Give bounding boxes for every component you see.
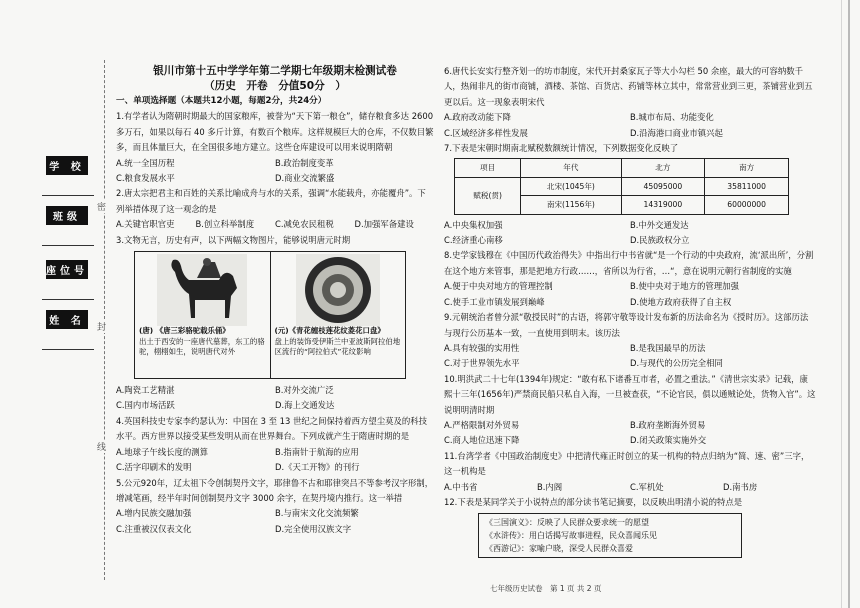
page-edge-line <box>841 0 842 608</box>
question-text: 11.台湾学者《中国政治制度史》中把清代雍正时创立的某一机构的特点归纳为“简、速、密”三字，这一机构是 <box>444 450 810 477</box>
table-header-cell: 北方 <box>621 159 705 177</box>
question-10 <box>444 372 816 449</box>
school-label: 学 校 <box>46 156 88 175</box>
binding-strip <box>42 150 94 490</box>
question-text: 12.下表是某同学关于小说特点的部分读书笔记摘要，以反映出明清小说的特点是 <box>444 496 743 507</box>
table-row <box>455 177 789 195</box>
table-cell: 60000000 <box>705 196 789 214</box>
question-11 <box>444 449 816 495</box>
option-d[interactable]: D.民族政权分立 <box>630 235 690 246</box>
question-text: 3.文物无言，历史有声，以下两幅文物图片，能够说明唐元时期 <box>116 234 351 245</box>
option-b[interactable]: B.政府垄断海外贸易 <box>630 419 706 430</box>
options <box>116 506 434 537</box>
option-d[interactable]: D.商业交流繁盛 <box>275 173 335 184</box>
question-6 <box>444 64 816 141</box>
page-footer: 七年级历史试卷 第 1 页 共 2 页 <box>490 584 602 593</box>
option-c[interactable]: C.区域经济多样性发展 <box>444 127 528 138</box>
option-d[interactable]: D.使地方政府获得了自主权 <box>630 296 732 307</box>
question-text: 2.唐太宗把君主和百姓的关系比喻成舟与水的关系，强调“水能载舟，亦能覆舟”。下列举措体现了这一观念的是 <box>116 188 426 214</box>
option-d[interactable]: D.完全使用汉族文字 <box>275 523 352 534</box>
question-text: 8.史学家钱穆在《中国历代政治得失》中指出行中书省就“是一个行动的中央政府，流‘派出所’，分割在这个地方来管事，那是把地方行政……，省所以为行省，…“，意在说明元朝行省制度的实施 <box>444 250 814 276</box>
reading-notes-box <box>478 513 742 558</box>
seal-label: 密 <box>97 200 106 213</box>
note-line: 《水浒传》：用白话揭写故事进程，民众喜闻乐见 <box>485 531 657 541</box>
exam-subtitle: （历史 开卷 分值50分 ） <box>204 80 346 92</box>
option-d[interactable]: D.海上交通发达 <box>275 400 335 411</box>
options <box>444 341 816 372</box>
seat-line[interactable] <box>42 279 94 300</box>
table-header-row <box>455 159 789 177</box>
name-line[interactable] <box>42 329 94 350</box>
option-a[interactable]: A.中书省 <box>444 481 478 492</box>
question-8 <box>444 248 816 310</box>
note-line: 《西游记》：家喻户晓，深受人民群众喜爱 <box>485 544 633 554</box>
table-header-cell: 年代 <box>521 159 621 177</box>
option-a[interactable]: A.具有较强的实用性 <box>444 342 520 353</box>
option-d[interactable]: D.加强军备建设 <box>354 219 414 230</box>
option-a[interactable]: A.陶瓷工艺精湛 <box>116 385 175 396</box>
option-c[interactable]: C.活字印刷术的发明 <box>116 462 192 473</box>
section-heading: 一、单项选择题（本题共12小题，每题2分，共24分） <box>116 96 327 106</box>
options <box>444 279 816 310</box>
option-b[interactable]: B.创立科举制度 <box>195 219 255 230</box>
table-cell: 35811000 <box>705 177 789 195</box>
tax-table <box>454 158 789 214</box>
option-c[interactable]: C.对于世界领先水平 <box>444 358 520 369</box>
option-a[interactable]: A.增内民族交融加强 <box>116 508 192 519</box>
option-c[interactable]: C.国内市场活跃 <box>116 400 175 411</box>
option-c[interactable]: C.注重被汉仅表文化 <box>116 523 192 534</box>
table-header-cell: 项目 <box>455 159 521 177</box>
camel-sculpture-image <box>157 254 247 326</box>
page-edge-line <box>848 0 850 608</box>
question-text: 6.唐代长安实行整齐划一的坊市制度，宋代开封桑家瓦子等大小勾栏 50 余座，最大的可容纳数千人，热闹非凡的街市商铺，酒楼、茶馆、百货店、药铺等林立其中，常常营业到三更，茶铺营业到五更以后。这一现象表明宋代 <box>444 66 813 107</box>
blue-white-plate-image <box>296 254 380 326</box>
name-label: 姓 名 <box>46 310 88 329</box>
yuan-plate-figure <box>271 252 406 378</box>
question-2 <box>116 186 434 232</box>
options <box>444 110 816 141</box>
option-a[interactable]: A.中央集权加强 <box>444 219 503 230</box>
option-d[interactable]: D.与现代的公历完全相同 <box>630 358 723 369</box>
question-text: 7.下表是宋朝时期南北赋税数额统计情况，下列数据变化反映了 <box>444 143 679 154</box>
options <box>116 217 434 232</box>
question-9 <box>444 310 816 372</box>
left-figure-caption: (唐) 《唐三彩骆驼载乐俑》 <box>139 326 230 336</box>
option-c[interactable]: C.经济重心南移 <box>444 235 503 246</box>
option-a[interactable]: A.地球子午线长度的测算 <box>116 446 208 457</box>
options <box>444 480 816 495</box>
options <box>116 445 434 476</box>
question-12 <box>444 495 816 558</box>
question-4 <box>116 414 434 476</box>
right-figure-description: 盘上的装饰受伊斯兰中亚波斯阿拉伯地区流行的“阿拉伯式”花纹影响 <box>274 336 401 357</box>
right-column <box>444 64 816 558</box>
table-row-label: 赋税(贯) <box>455 177 521 214</box>
school-line[interactable] <box>42 175 94 196</box>
seat-field <box>42 260 94 300</box>
question-text: 1.有学者认为隋朝时期最大的国家粮库，被誉为“天下第一粮仓”，储存粮食多达 2600 多万石，如果以每石 40 多斤计算，有数百个粮库。这样规模巨大的仓库，不仅数目繁多，而且体量巨大，在全国很多地方建立。这些仓库建设可以用来说明隋朝 <box>116 111 434 153</box>
question-5 <box>116 476 434 538</box>
left-column <box>116 64 434 537</box>
question-text: 4.英国科技史专家李约瑟认为：中国在 3 至 13 世纪之间保持着西方望尘莫及的科技水平。西方世界以接受某些发明从而在世界舞台。下列成就产生于隋唐时期的是 <box>116 415 427 442</box>
seal-label: 线 <box>97 440 106 453</box>
option-b[interactable]: B.中外交通发达 <box>630 219 689 230</box>
option-d[interactable]: D.沿海港口商业市镇兴起 <box>630 127 723 138</box>
option-a[interactable]: A.统一全国历程 <box>116 157 175 168</box>
option-b[interactable]: B.对外交流广泛 <box>275 385 334 396</box>
option-a[interactable]: A.严格限制对外贸易 <box>444 419 520 430</box>
options <box>116 383 434 414</box>
option-c[interactable]: C.军机处 <box>630 481 664 492</box>
option-a[interactable]: A.政府改动能下降 <box>444 112 511 123</box>
class-line[interactable] <box>42 225 94 246</box>
question-text: 10.明洪武二十七年(1394年)规定：“敢有私下诸番互市者，必置之重法。”《清世宗实录》记载，康熙十三年(1656年)严禁商民船只私自入海，一旦被查获，“不论官民，俱以通贼论处，货物入官”。这说明明清时期 <box>444 373 816 415</box>
option-b[interactable]: B.内阁 <box>537 481 563 492</box>
option-c[interactable]: C.使手工业市镇发展到巅峰 <box>444 296 545 307</box>
options <box>116 156 434 187</box>
option-b[interactable]: B.与南宋文化交流频繁 <box>275 508 359 519</box>
options <box>444 418 816 449</box>
class-label: 班级 <box>46 206 88 225</box>
question-text: 5.公元920年，辽太祖下令创制契丹文字，耶律鲁不古和耶律突吕不等参考汉字形制，增减笔画，经半年时间创制契丹文字 3000 余字，在契丹境内推行。这一举措 <box>116 477 434 503</box>
option-d[interactable]: D.闭关政策实施外交 <box>630 435 707 446</box>
option-a[interactable]: A.关键官职官吏 <box>116 219 175 230</box>
option-a[interactable]: A.便于中央对地方的管理控制 <box>444 281 553 292</box>
left-figure-description: 出土于西安的一座唐代墓葬，东工的骆驼，栩栩如生，说明唐代对外 <box>139 336 265 357</box>
school-field <box>42 156 94 196</box>
table-header-cell: 南方 <box>705 159 789 177</box>
option-b[interactable]: B.指南针于航海的应用 <box>275 446 359 457</box>
question-3 <box>116 233 434 414</box>
option-d[interactable]: D.《天工开物》的刊行 <box>275 462 360 473</box>
seat-label: 座位号 <box>46 260 88 279</box>
table-cell: 14319000 <box>621 196 705 214</box>
options <box>444 218 816 249</box>
option-b[interactable]: B.政治制度变革 <box>275 157 334 168</box>
tang-camel-figure <box>135 252 271 378</box>
option-d[interactable]: D.南书房 <box>723 481 758 492</box>
table-cell: 北宋(1045年) <box>521 177 621 195</box>
class-field <box>42 206 94 246</box>
option-c[interactable]: C.粮食发展水平 <box>116 173 175 184</box>
table-cell: 45095000 <box>621 177 705 195</box>
table-cell: 南宋(1156年) <box>521 196 621 214</box>
option-b[interactable]: B.是我国最早的历法 <box>630 342 706 353</box>
name-field <box>42 310 94 350</box>
artifact-figures <box>134 251 406 379</box>
option-b[interactable]: B.使中央对于地方的管理加强 <box>630 281 739 292</box>
note-line: 《三国演义》：反映了人民群众要求统一的愿望 <box>485 518 649 528</box>
question-7 <box>444 141 816 248</box>
seal-label: 封 <box>97 320 106 333</box>
option-c[interactable]: C.商人地位迅速下降 <box>444 435 520 446</box>
question-1 <box>116 109 434 186</box>
option-c[interactable]: C.减免农民租税 <box>275 219 334 230</box>
question-text: 9.元朝统治者曾分派“敬授民时”的古语，将郭守敬等设计发布新的历法命名为《授时历》。这部历法与现行公历基本一致，一直使用到明末。该历法 <box>444 312 809 338</box>
right-figure-caption: (元)《青花缠枝莲花纹菱花口盘》 <box>274 326 385 336</box>
option-b[interactable]: B.城市布局、功能变化 <box>630 112 714 123</box>
exam-title: 银川市第十五中学学年第二学期七年级期末检测试卷 <box>153 65 397 77</box>
